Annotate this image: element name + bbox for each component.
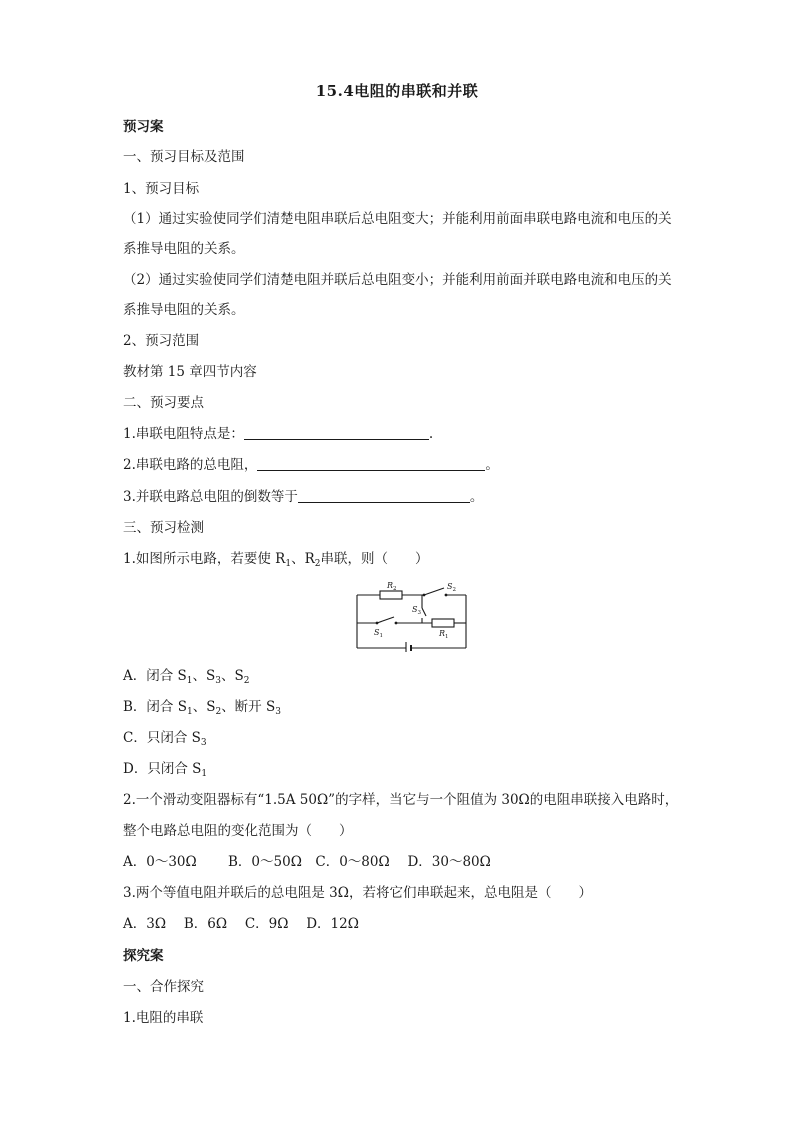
resistor-r1 — [432, 619, 454, 627]
label-s1: $S_1$ — [374, 628, 383, 639]
range-text: 教材第 15 章四节内容 — [123, 364, 257, 380]
key-point-1: 1.串联电阻特点是： . — [123, 426, 434, 442]
section-self-check: 三、预习检测 — [123, 520, 204, 536]
section-key-points: 二、预习要点 — [123, 395, 204, 411]
explore-heading: 探究案 — [123, 948, 164, 964]
range-heading: 2、预习范围 — [123, 333, 200, 349]
inquiry-item-1: 1.电阻的串联 — [123, 1010, 204, 1026]
switch-s3 — [422, 608, 426, 616]
preview-heading: 预习案 — [123, 119, 164, 135]
goal1-line2: 系推导电阻的关系。 — [123, 241, 245, 257]
section-cooperative-inquiry: 一、合作探究 — [123, 979, 204, 995]
goal2-line2: 系推导电阻的关系。 — [123, 302, 245, 318]
q1-option-c[interactable]: C．只闭合 $S_3$ — [123, 730, 207, 748]
question-2-stem-line2: 整个电路总电阻的变化范围为（ ） — [123, 823, 353, 839]
label-r1: $R_1$ — [439, 629, 449, 640]
key-point-2: 2.串联电路的总电阻， 。 — [123, 457, 499, 473]
question-2-options: A．0～30Ω B．0～50Ω C．0～80Ω D．30～80Ω — [123, 854, 491, 870]
switch-s2 — [424, 588, 444, 595]
q1-option-b[interactable]: B．闭合 $S_1$、$S_2$、断开 $S_3$ — [123, 699, 281, 717]
answer-blank-3[interactable] — [298, 488, 470, 503]
question-3-options: A．3Ω B．6Ω C．9Ω D．12Ω — [123, 916, 359, 932]
goal1-line1: （1）通过实验使同学们清楚电阻串联后总电阻变大；并能利用前面串联电路电流和电压的关 — [123, 211, 672, 227]
label-s3: $S_3$ — [412, 605, 421, 616]
goal-heading: 1、预习目标 — [123, 181, 200, 197]
label-r2: $R_2$ — [387, 581, 397, 592]
switch-s1 — [377, 617, 394, 623]
section-preview-goals: 一、预习目标及范围 — [123, 149, 245, 165]
resistor-r2 — [380, 591, 402, 599]
question-3-stem: 3.两个等值电阻并联后的总电阻是 3Ω，若将它们串联起来，总电阻是（ ） — [123, 885, 592, 901]
key-point-3: 3.并联电路总电阻的倒数等于 。 — [123, 489, 484, 505]
q1-option-d[interactable]: D．只闭合 $S_1$ — [123, 761, 208, 779]
circuit-diagram — [354, 578, 470, 652]
answer-blank-2[interactable] — [257, 456, 485, 471]
label-s2: $S_2$ — [447, 582, 456, 593]
q1-option-a[interactable]: A．闭合 $S_1$、$S_3$、$S_2$ — [123, 668, 250, 686]
question-1-stem: 1.如图所示电路，若要使 $R_1$、$R_2$串联，则（ ） — [123, 551, 429, 569]
question-2-stem-line1: 2.一个滑动变阻器标有“1.5A 50Ω”的字样，当它与一个阻值为 30Ω的电阻串联接入电路时， — [123, 792, 679, 808]
goal2-line1: （2）通过实验使同学们清楚电阻并联后总电阻变小；并能利用前面并联电路电流和电压的关 — [123, 272, 672, 288]
answer-blank-1[interactable] — [244, 425, 429, 440]
page-title: 15.4电阻的串联和并联 — [315, 82, 479, 100]
